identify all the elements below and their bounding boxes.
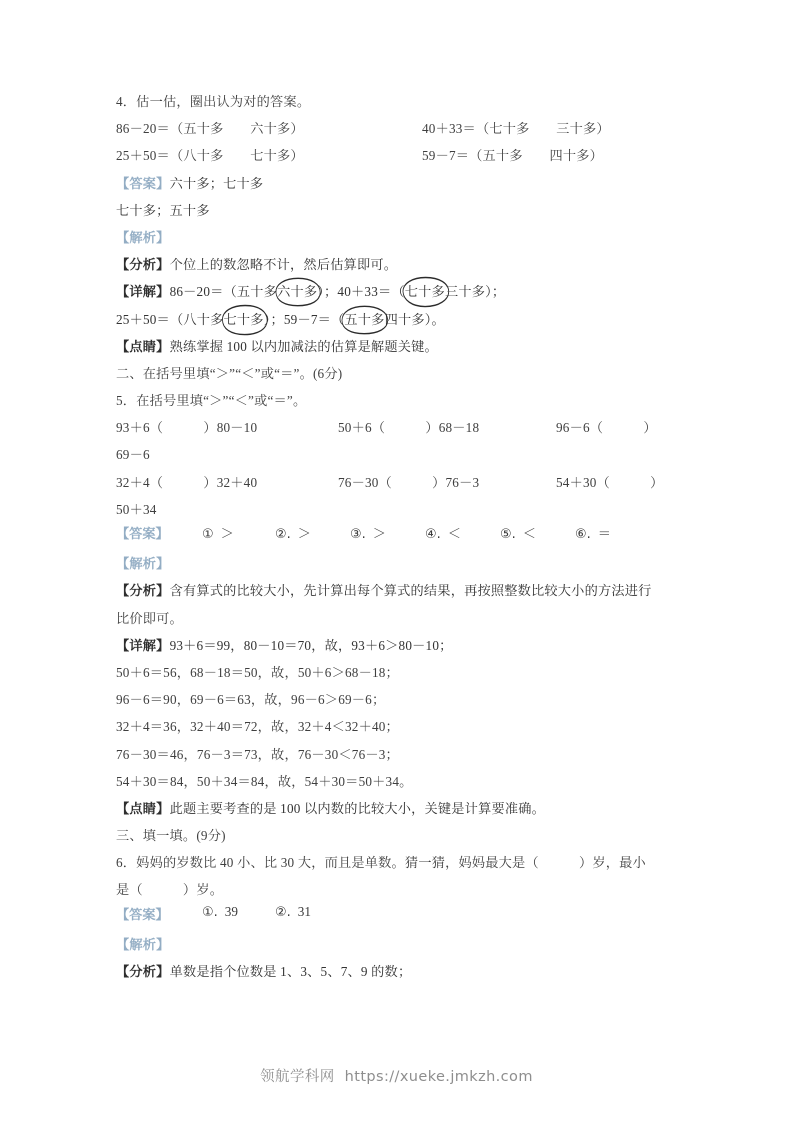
problem4-answer-text-1: 六十多；七十多 [169,175,264,191]
circled-answer-3-text: 七十多 [223,311,264,327]
dianjing-label: 【点睛】 [116,800,170,816]
fenxi-label: 【分析】 [116,583,170,599]
jiexi-label: 【解析】 [116,556,170,572]
problem4-xj1-expr2-suffix: 三十多）； [444,284,506,300]
problem5-xiangjie-line-4: 32＋4＝36，32＋40＝72，故，32＋4＜32＋40； [116,719,399,735]
problem5-r2-c1: 32＋4（ ）32＋40 [116,474,258,490]
problem5-answer-6 [575,523,611,542]
problem6-fenxi-line [116,958,686,985]
problem4-answer-text-2: 七十多；五十多 [116,202,210,218]
problem6-fenxi-text: 单数是指个位数是 1、3、5、7、9 的数； [169,964,412,979]
problem4-row1-left: 86－20＝（五十多 六十多） [116,121,304,137]
problem5-dianjing-line [116,795,686,822]
circled-answer-2 [405,278,445,305]
circled-answer-3 [224,306,264,333]
problem5-r1-c3: 96－6（ ） [556,420,657,436]
problem5-answer-5-value: ＜ [522,526,536,541]
problem5-xiangjie-text-1: 93＋6＝99，80－10＝70，故，93＋6＞80－10； [169,637,453,653]
circled-answer-4-text: 五十多 [344,311,385,327]
problem4-jiexi-line [116,224,686,251]
problem6-answer-2 [275,904,311,920]
problem4-row2-right: 59－7＝（五十多 四十多） [422,148,604,164]
problem5-answer-row [116,523,686,550]
problem5-answer-1-value: ＞ [220,526,234,541]
problem5-r1-c1: 93＋6（ ）80－10 [116,420,258,436]
answer-label: 【答案】 [116,175,170,191]
problem4-row2-left: 25＋50＝（八十多 七十多） [116,148,304,164]
section3-heading: 三、填一填。(9分) [116,828,226,844]
problem4-row-2 [116,142,686,169]
circled-marker-2: ②. [275,527,291,542]
problem5-dianjing-text: 此题主要考查的是 100 以内数的比较大小，关键是计算要准确。 [169,800,546,816]
circled-marker-6: ⑥. [575,527,591,542]
circled-marker-1: ①. [202,904,218,920]
problem5-xiangjie-line-3: 96－6＝90，69－6＝63，故，96－6＞69－6； [116,692,386,708]
problem5-xiangjie-line-5: 76－30＝46，76－3＝73，故，76－30＜76－3； [116,746,399,762]
problem4-dianjing-line [116,333,686,360]
problem4-xiangjie-line-2 [116,306,686,333]
circled-marker-5: ⑤. [500,527,516,542]
problem5-r1-continuation: 69－6 [116,447,150,463]
problem4-xj1-expr2-prefix: 40＋33＝（ [337,284,405,300]
problem5-r2-continuation: 50＋34 [116,501,157,517]
problem4-answer-line-1 [116,170,686,197]
problem5-fenxi-line-1 [116,577,686,604]
jiexi-label: 【解析】 [116,229,170,245]
problem5-answer-2 [275,523,311,542]
circled-marker-2: ②. [275,904,291,920]
footer-url: https://xueke.jmkzh.com [344,1069,533,1085]
circled-answer-4 [344,306,384,333]
problem6-heading-line-2: 是（ ）岁。 [116,882,224,898]
problem4-xj2-expr1-suffix: ）； [263,311,284,327]
problem4-xj2-expr2-suffix: 四十多）。 [384,311,445,327]
problem5-r2-c3: 54＋30（ ） [556,474,664,490]
problem6-answer-2-value: 31 [297,903,311,919]
circled-marker-3: ③. [350,527,366,542]
problem4-heading: 4．估一估，圈出认为对的答案。 [116,94,311,109]
dianjing-label: 【点睛】 [116,338,170,354]
problem6-answer-1-value: 39 [224,903,238,919]
problem5-answer-2-value: ＞ [297,526,311,541]
problem5-fenxi-line-2: 比价即可。 [116,610,183,626]
problem5-answer-3 [350,523,386,542]
problem5-grid-row-2 [116,469,686,496]
problem4-xj2-expr1-prefix: 25＋50＝（八十多 [116,311,224,327]
answer-label: 【答案】 [116,906,169,922]
fenxi-label: 【分析】 [116,964,170,979]
circled-marker-4: ④. [425,527,441,542]
circled-marker-1: ① [202,527,214,542]
footer-watermark [0,1065,793,1086]
problem6-answer-row [116,904,686,931]
problem5-answer-4-value: ＜ [447,526,461,541]
problem5-answer-1 [202,523,234,542]
problem5-xiangjie-line-1 [116,632,686,659]
problem4-xj1-expr1-prefix: 86－20＝（五十多 [169,284,278,300]
problem6-answer-1 [202,904,238,920]
circled-answer-1 [277,278,317,305]
problem4-xj1-expr1-suffix: ）； [317,284,338,300]
jiexi-label: 【解析】 [116,936,170,952]
problem4-fenxi-text: 个位上的数忽略不计，然后估算即可。 [169,257,398,273]
xiangjie-label: 【详解】 [116,284,170,300]
problem4-answer-line-2 [116,197,686,224]
footer-site-name: 领航学科网 [260,1069,335,1085]
problem5-answer-4 [425,523,461,542]
problem4-row-1 [116,115,686,142]
problem5-grid-row-1 [116,414,686,441]
problem5-xiangjie-line-6: 54＋30＝84，50＋34＝84，故，54＋30＝50＋34。 [116,773,413,789]
problem5-answer-3-value: ＞ [372,526,386,541]
section2-heading: 二、在括号里填“＞”“＜”或“＝”。(6分) [116,365,343,381]
problem6-heading-line-1: 6．妈妈的岁数比 40 小、比 30 大，而且是单数。猜一猜，妈妈最大是（ ）岁，最小 [116,855,646,871]
problem4-row1-right: 40＋33＝（七十多 三十多） [422,121,610,137]
circled-answer-2-text: 七十多 [404,284,445,300]
problem4-xj2-expr2-prefix: 59－7＝（ [283,311,345,327]
answer-label: 【答案】 [116,526,169,541]
problem5-r2-c2: 76－30（ ）76－3 [338,474,480,490]
problem5-xiangjie-line-2: 50＋6＝56，68－18＝50，故，50＋6＞68－18； [116,664,399,680]
problem6-jiexi-line [116,931,686,958]
problem4-xiangjie-line-1 [116,278,686,305]
problem5-fenxi-text-1: 含有算式的比较大小，先计算出每个算式的结果，再按照整数比较大小的方法进行 [169,583,652,599]
circled-answer-1-text: 六十多 [277,284,318,300]
problem5-heading: 5．在括号里填“＞”“＜”或“＝”。 [116,393,307,409]
problem5-answer-6-value: ＝ [597,526,611,541]
problem5-answer-5 [500,523,536,542]
problem5-r1-c2: 50＋6（ ）68－18 [338,420,480,436]
problem4-dianjing-text: 熟练掌握 100 以内加减法的估算是解题关键。 [169,338,438,354]
fenxi-label: 【分析】 [116,257,170,273]
problem5-jiexi-line [116,550,686,577]
document-content [116,88,686,985]
xiangjie-label: 【详解】 [116,637,170,653]
problem4-fenxi-line [116,251,686,278]
